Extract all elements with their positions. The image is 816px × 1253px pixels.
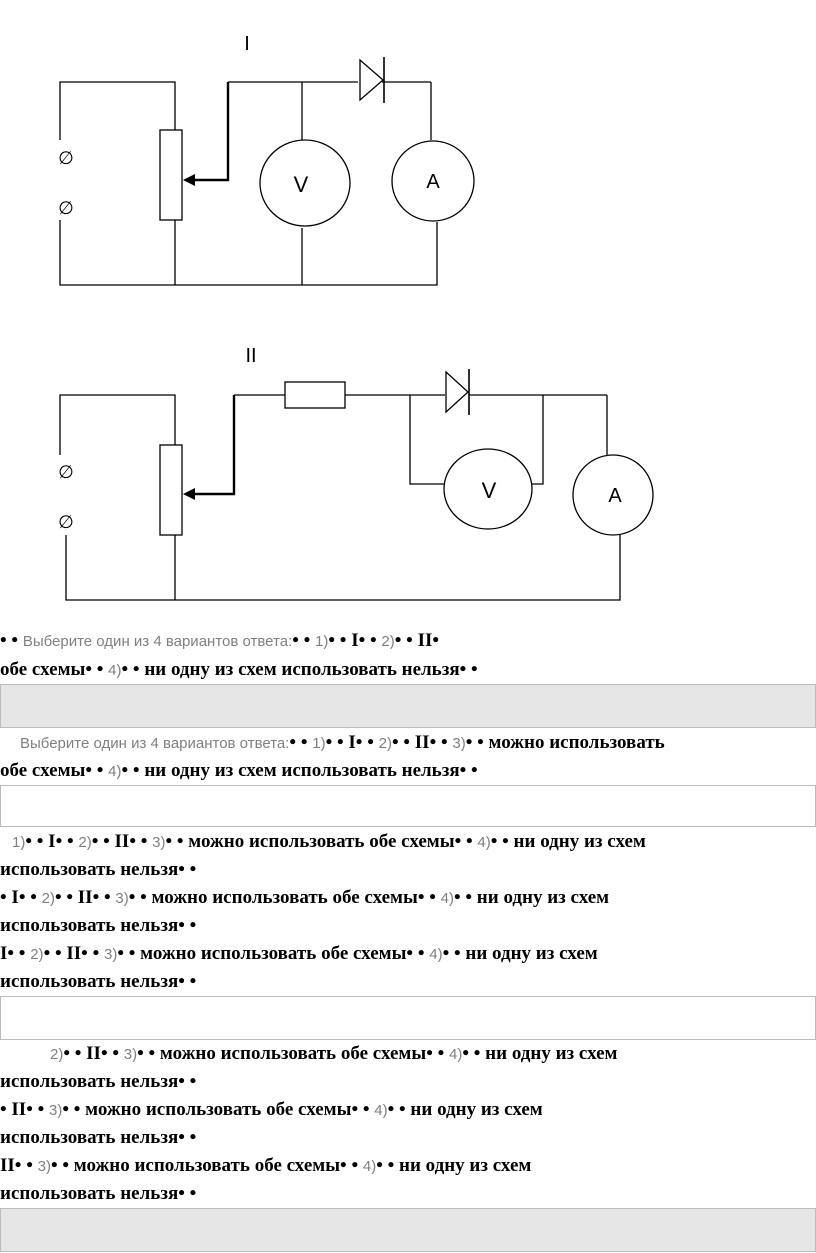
- answer-box[interactable]: [0, 1208, 816, 1252]
- option-4: ни одну из схем: [465, 943, 598, 964]
- option-4: ни одну из схем: [410, 1099, 543, 1120]
- answer-box[interactable]: [0, 684, 816, 728]
- voltmeter-icon: [260, 140, 350, 226]
- option-2: II: [114, 831, 130, 852]
- answer-line: 1)• • I• • 2)• • II• • 3)• • можно использовать обе схемы• • 4)• • ни одну из схем: [12, 831, 646, 852]
- answer-line: 2)• • II• • 3)• • можно использовать обе схемы• • 4)• • ни одну из схем: [50, 1043, 618, 1064]
- voltmeter-icon: [444, 449, 532, 529]
- option-1: I: [351, 630, 359, 651]
- answer-prompt: Выберите один из 4 вариантов ответа:: [22, 633, 293, 650]
- terminal-icon: ∅: [58, 198, 74, 218]
- option-3: можно использовать обе схемы: [140, 943, 407, 964]
- answer-line: • • Выберите один из 4 вариантов ответа:• • 1)• • I• • 2)• • II•: [0, 630, 440, 651]
- option-3: можно использовать обе схемы: [159, 1043, 427, 1064]
- answer-box[interactable]: [0, 785, 816, 827]
- voltmeter-label: V: [293, 172, 309, 197]
- answer-line: использовать нельзя• •: [0, 971, 197, 992]
- answer-line: • I• • 2)• • II• • 3)• • можно использовать обе схемы• • 4)• • ни одну из схем: [0, 887, 610, 908]
- option-1: I: [48, 831, 56, 852]
- option-1: I: [348, 732, 356, 753]
- option-1: I: [11, 887, 19, 908]
- voltmeter-label: V: [481, 478, 497, 503]
- option-1: I: [0, 943, 8, 964]
- ammeter-label: A: [608, 485, 622, 507]
- resistor-icon: [285, 382, 345, 408]
- option-3: можно использовать обе схемы: [73, 1155, 341, 1176]
- answer-line: использовать нельзя• •: [0, 1127, 197, 1148]
- diode-icon: [360, 57, 384, 103]
- answer-box[interactable]: [0, 996, 816, 1040]
- circuit-diagram-2: [0, 330, 816, 610]
- ammeter-icon: [392, 141, 474, 221]
- circuit-diagram-1: [0, 0, 816, 300]
- option-2: II: [11, 1099, 27, 1120]
- option-4: ни одну из схем: [476, 887, 610, 908]
- option-2: II: [417, 630, 433, 651]
- answer-line: использовать нельзя• •: [0, 859, 197, 880]
- option-4: ни одну из схем использовать нельзя: [144, 659, 460, 680]
- option-2: II: [77, 887, 93, 908]
- option-4: ни одну из схем: [399, 1155, 532, 1176]
- option-4: ни одну из схем: [513, 831, 646, 852]
- answer-prompt: Выберите один из 4 вариантов ответа:: [20, 735, 290, 752]
- terminal-icon: ∅: [58, 148, 74, 168]
- answer-line: I• • 2)• • II• • 3)• • можно использовать обе схемы• • 4)• • ни одну из схем: [0, 943, 598, 964]
- option-3: можно использовать обе схемы: [188, 831, 455, 852]
- circuit-number: II: [245, 345, 257, 367]
- diode-icon: [446, 369, 469, 415]
- option-3: можно использовать обе схемы: [151, 887, 418, 908]
- option-4: ни одну из схем использовать нельзя: [144, 760, 460, 781]
- answer-line: использовать нельзя• •: [0, 1183, 197, 1204]
- answer-line: • II• • 3)• • можно использовать обе схемы• • 4)• • ни одну из схем: [0, 1099, 543, 1120]
- option-2: II: [414, 732, 430, 753]
- option-4: ни одну из схем: [485, 1043, 618, 1064]
- answer-line: Выберите один из 4 вариантов ответа:• • 1)• • I• • 2)• • II• • 3)• • можно использовать: [20, 732, 665, 753]
- ammeter-icon: [573, 455, 653, 535]
- answer-line: обе схемы• • 4)• • ни одну из схем использовать нельзя• •: [0, 760, 478, 781]
- answer-line: обе схемы• • 4)• • ни одну из схем использовать нельзя• •: [0, 659, 478, 680]
- option-2: II: [66, 943, 82, 964]
- answer-line: использовать нельзя• •: [0, 1071, 197, 1092]
- option-2: II: [0, 1155, 15, 1176]
- option-2: II: [86, 1043, 101, 1064]
- answer-line: использовать нельзя• •: [0, 915, 197, 936]
- circuit-number: I: [244, 33, 250, 55]
- terminal-icon: ∅: [58, 512, 74, 532]
- terminal-icon: ∅: [58, 462, 74, 482]
- option-3: можно использовать: [488, 732, 665, 753]
- ammeter-label: A: [426, 171, 440, 193]
- answer-line: II• • 3)• • можно использовать обе схемы• • 4)• • ни одну из схем: [0, 1155, 532, 1176]
- option-3: можно использовать обе схемы: [85, 1099, 352, 1120]
